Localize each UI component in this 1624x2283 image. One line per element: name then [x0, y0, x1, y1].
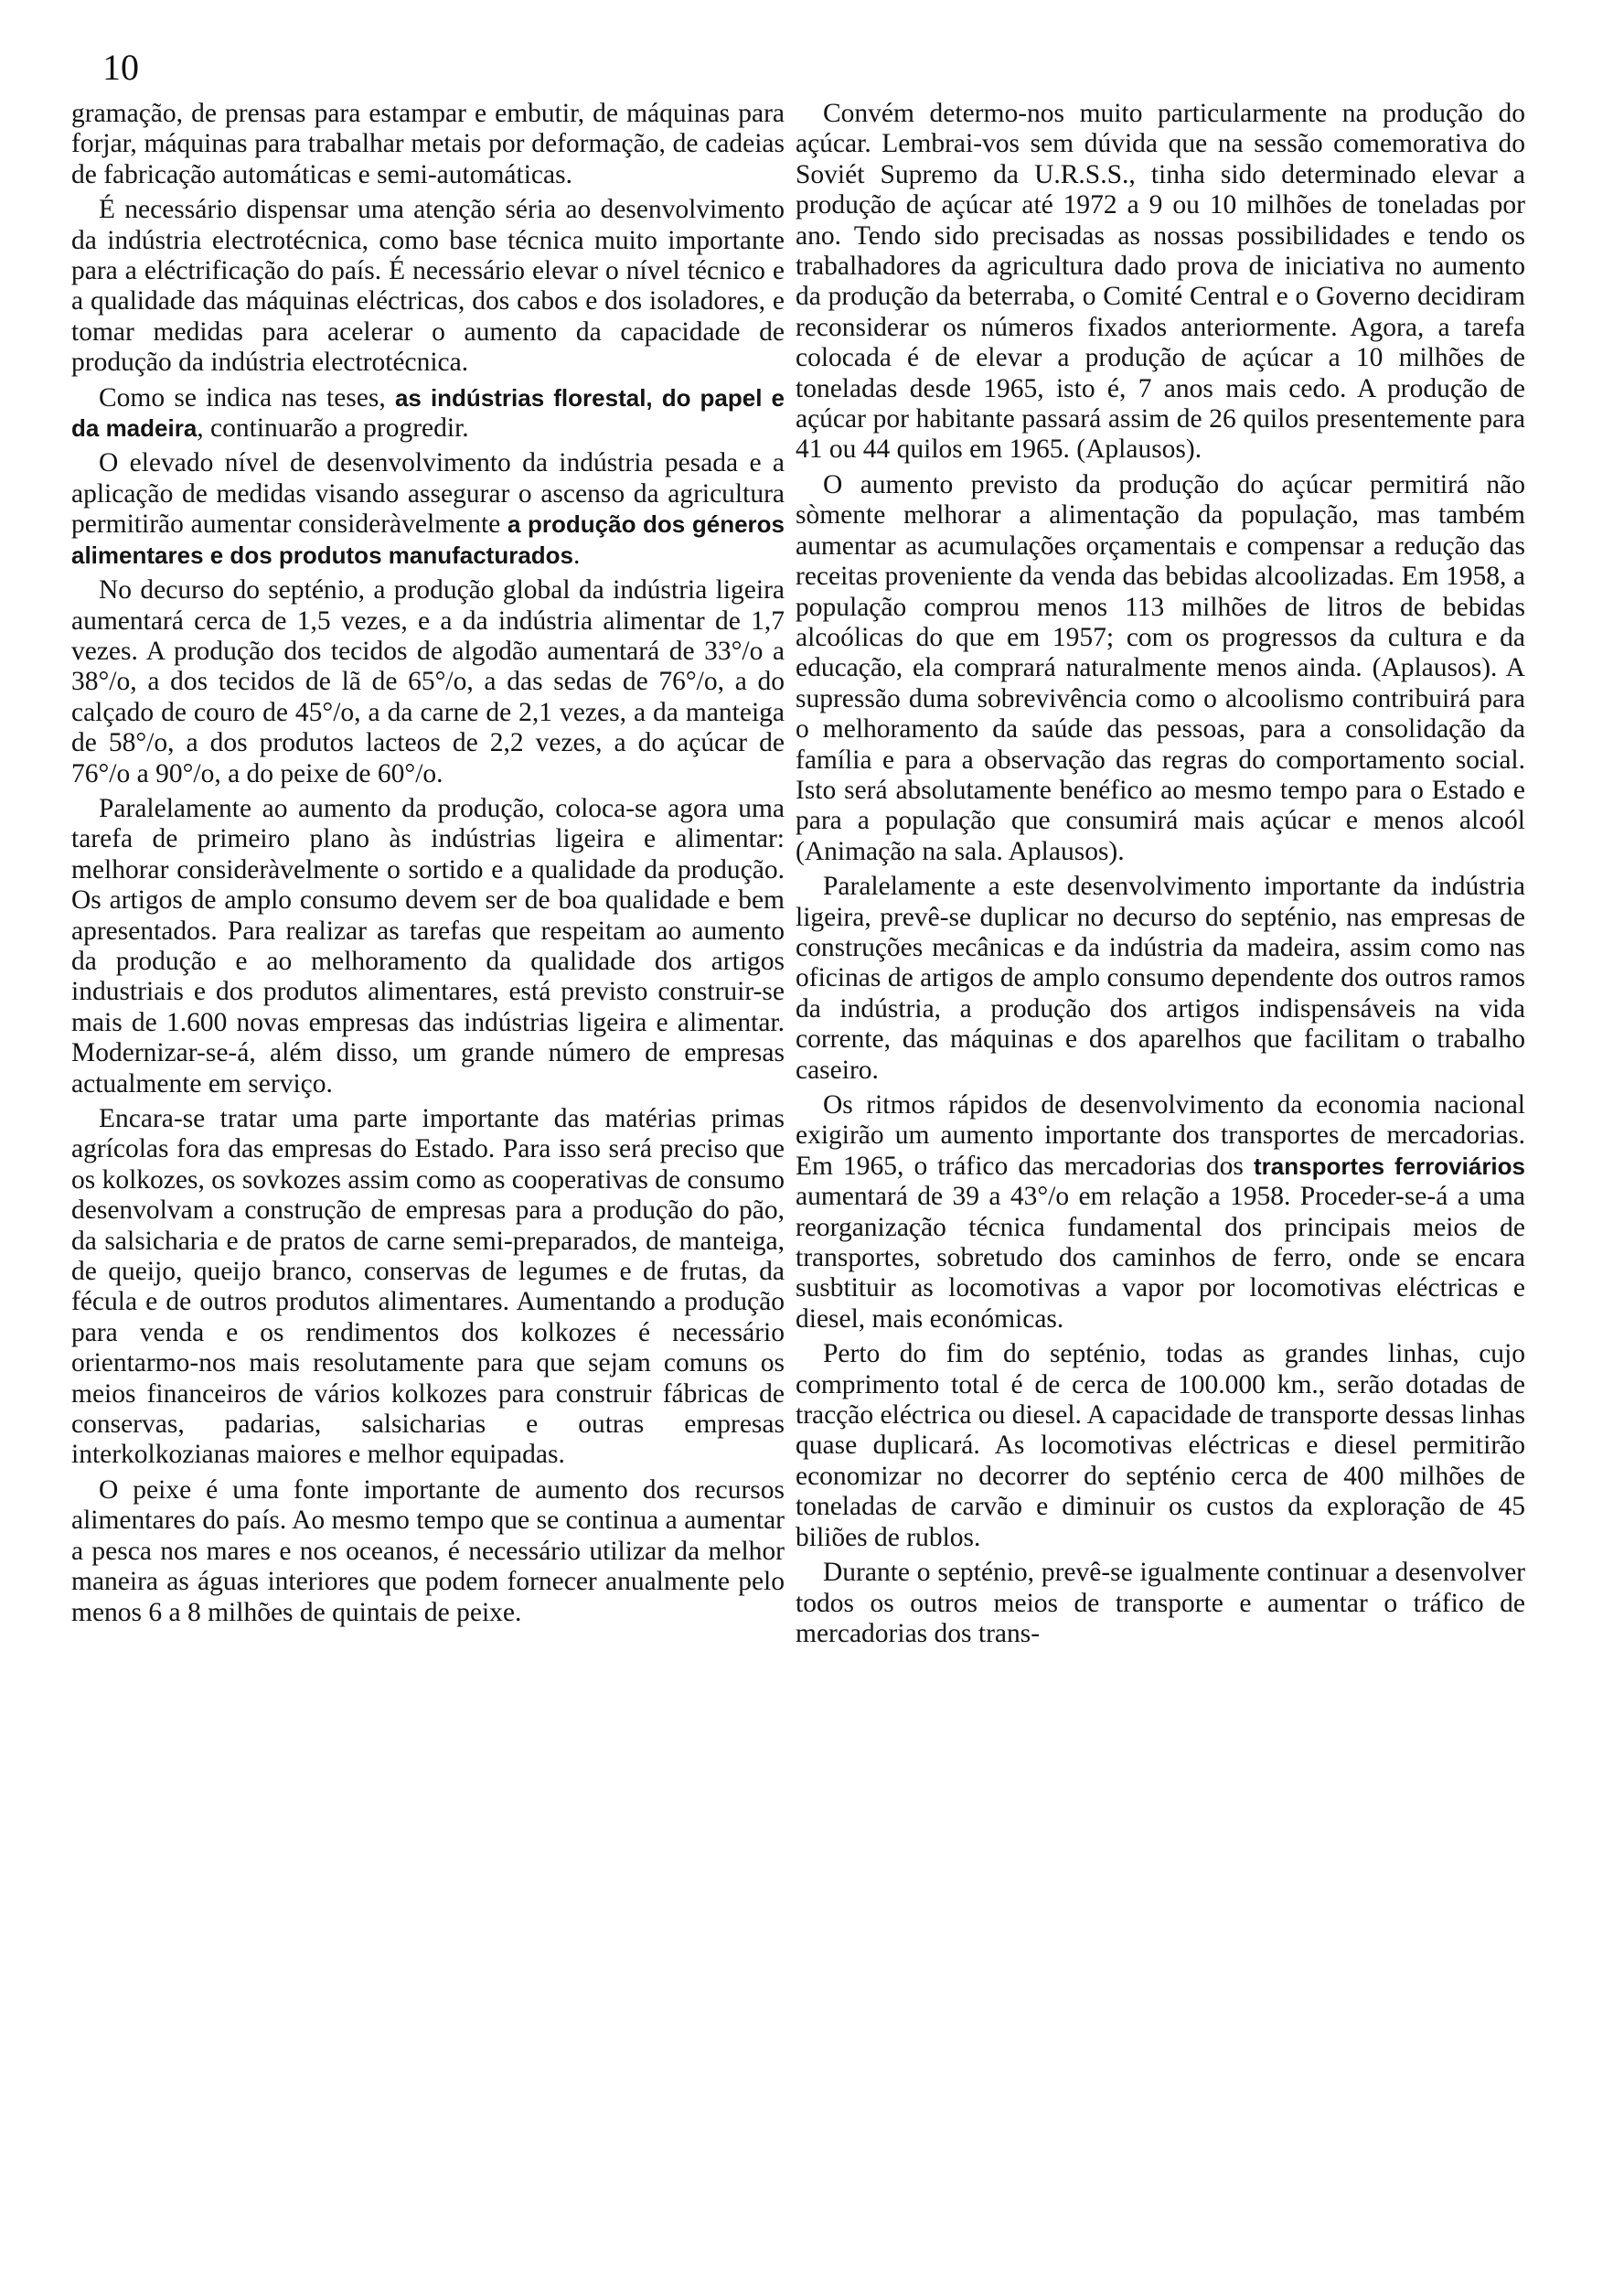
page-number: 10 [102, 47, 139, 88]
paragraph: gramação, de prensas para estampar e embutir, de máquinas para forjar, máquinas para trabalhar metais por deformação, de cadeias de fabricação automáticas e semi-automáticas. [71, 99, 785, 189]
paragraph-text: Como se indica nas teses, [99, 382, 395, 413]
left-column [71, 99, 785, 1628]
paragraph-text: aumentará de 39 a 43°/o em relação a 1958. Proceder-se-á a uma reorganização técnica fundamental dos principais meios de transportes, sobretudo dos caminhos de ferro, onde se encara susbtituir as locomotivas a vapor por locomotivas eléctricas e diesel, mais económicas. [796, 1182, 1525, 1334]
paragraph: Durante o septénio, prevê-se igualmente continuar a desenvolver todos os outros meios de transporte e aumentar o tráfico de mercadorias dos trans- [796, 1558, 1525, 1648]
paragraph: Convém determo-nos muito particularmente na produção do açúcar. Lembrai-vos sem dúvida que na sessão comemorativa do Soviét Supremo da U.R.S.S., tinha sido determinado elevar a produção de açúcar até 1972 a 9 ou 10 milhões de toneladas por ano. Tendo sido precisadas as nossas possibilidades e tendo os trabalhadores da agricultura dado prova de iniciativa no aumento da produção da beterraba, o Comité Central e o Governo decidiram reconsiderar os números fixados anteriormente. Agora, a tarefa colocada é de elevar a produção de açúcar a 10 milhões de toneladas desde 1965, isto é, 7 anos mais cedo. A produção de açúcar por habitante passará assim de 26 quilos presentemente para 41 ou 44 quilos em 1965. (Aplausos). [796, 99, 1525, 465]
paragraph-text: . [573, 540, 581, 570]
paragraph-text: Os ritmos rápidos de desenvolvimento da economia nacional exigirão um aumento importante dos transportes de mercadorias. Em 1965, o tráfico das mercadorias dos [796, 1090, 1525, 1181]
emphasis-text: transportes ferroviários [1253, 1152, 1526, 1180]
paragraph: Encara-se tratar uma parte importante das matérias primas agrícolas fora das empresas do Estado. Para isso será preciso que os kolkozes, os sovkozes assim como as cooperativas de consumo desenvolvam a construção de empresas para a produção do pão, da salsicharia e de pratos de carne semi-preparados, de manteiga, de queijo, queijo branco, conservas de legumes e de frutas, da fécula e de outros produtos alimentares. Aumentando a produção para venda e os rendimentos dos kolkozes é necessário orientarmo-nos mais resolutamente para que sejam comuns os meios financeiros de vários kolkozes para construir fábricas de conservas, padarias, salsicharias e outras empresas interkolkozianas maiores e melhor equipadas. [71, 1104, 785, 1470]
paragraph-text: O elevado nível de desenvolvimento da indústria pesada e a aplicação de medidas visando assegurar o ascenso da agricultura permitirão aumentar consideràvelmente [71, 448, 785, 540]
emphasis-text: a produção dos géneros alimentares e dos produtos manufacturados [71, 510, 785, 569]
paragraph-text: , continuarão a progredir. [197, 413, 469, 444]
paragraph [796, 1090, 1525, 1334]
emphasis-text: as indústrias florestal, do papel e da madeira [71, 383, 785, 443]
paragraph [71, 383, 785, 445]
paragraph: Paralelamente a este desenvolvimento importante da indústria ligeira, prevê-se duplicar no decurso do septénio, nas empresas de construções mecânicas e da indústria da madeira, assim como nas oficinas de artigos de amplo consumo dependente dos outros ramos da indústria, a produção dos artigos indispensáveis na vida corrente, das máquinas e dos aparelhos que facilitam o trabalho caseiro. [796, 872, 1525, 1085]
paragraph: Paralelamente ao aumento da produção, coloca-se agora uma tarefa de primeiro plano às indústrias ligeira e alimentar: melhorar consideràvelmente o sortido e a qualidade da produção. Os artigos de amplo consumo devem ser de boa qualidade e bem apresentados. Para realizar as tarefas que respeitam ao aumento da produção e ao melhoramento da qualidade dos artigos industriais e dos produtos alimentares, está previsto construir-se mais de 1.600 novas empresas das indústrias ligeira e alimentar. Modernizar-se-á, além disso, um grande número de empresas actualmente em serviço. [71, 793, 785, 1099]
paragraph: O peixe é uma fonte importante de aumento dos recursos alimentares do país. Ao mesmo tempo que se continua a aumentar a pesca nos mares e nos oceanos, é necessário utilizar da melhor maneira as águas interiores que podem fornecer anualmente pelo menos 6 a 8 milhões de quintais de peixe. [71, 1474, 785, 1627]
paragraph: No decurso do septénio, a produção global da indústria ligeira aumentará cerca de 1,5 vezes, e a da indústria alimentar de 1,7 vezes. A produção dos tecidos de algodão aumentará de 33°/o a 38°/o, a dos tecidos de lã de 65°/o, a das sedas de 76°/o, a do calçado de couro de 45°/o, a da carne de 2,1 vezes, a da manteiga de 58°/o, a dos produtos lacteos de 2,2 vezes, a do açúcar de 76°/o a 90°/o, a do peixe de 60°/o. [71, 575, 785, 788]
paragraph: Perto do fim do septénio, todas as grandes linhas, cujo comprimento total é de cerca de 100.000 km., serão dotadas de tracção eléctrica ou diesel. A capacidade de transporte dessas linhas quase duplicará. As locomotivas eléctricas e diesel permitirão economizar no decorrer do septénio cerca de 400 milhões de toneladas de carvão e diminuir os custos da exploração de 45 biliões de rublos. [796, 1339, 1525, 1552]
paragraph [71, 448, 785, 571]
right-column [796, 99, 1525, 1649]
paragraph: É necessário dispensar uma atenção séria ao desenvolvimento da indústria electrotécnica, como base técnica muito importante para a eléctrificação do país. É necessário elevar o nível técnico e a qualidade das máquinas eléctricas, dos cabos e dos isoladores, e tomar medidas para acelerar o aumento da capacidade de produção da indústria electrotécnica. [71, 195, 785, 378]
paragraph: O aumento previsto da produção do açúcar permitirá não sòmente melhorar a alimentação da população, mas também aumentar as acumulações orçamentais e compensar a redução das receitas proveniente da venda das bebidas alcoolizadas. Em 1958, a população comprou menos 113 milhões de litros de bebidas alcoólicas do que em 1957; com os progressos da cultura e da educação, ela comprará naturalmente menos ainda. (Aplausos). A supressão duma sobrevivência como o alcoolismo contribuirá para o melhoramento da saúde das pessoas, para a consolidação da família e para a observação das regras do comportamento social. Isto será absolutamente benéfico ao mesmo tempo para o Estado e para a população que consumirá mais açúcar e menos alcoól (Animação na sala. Aplausos). [796, 469, 1525, 866]
